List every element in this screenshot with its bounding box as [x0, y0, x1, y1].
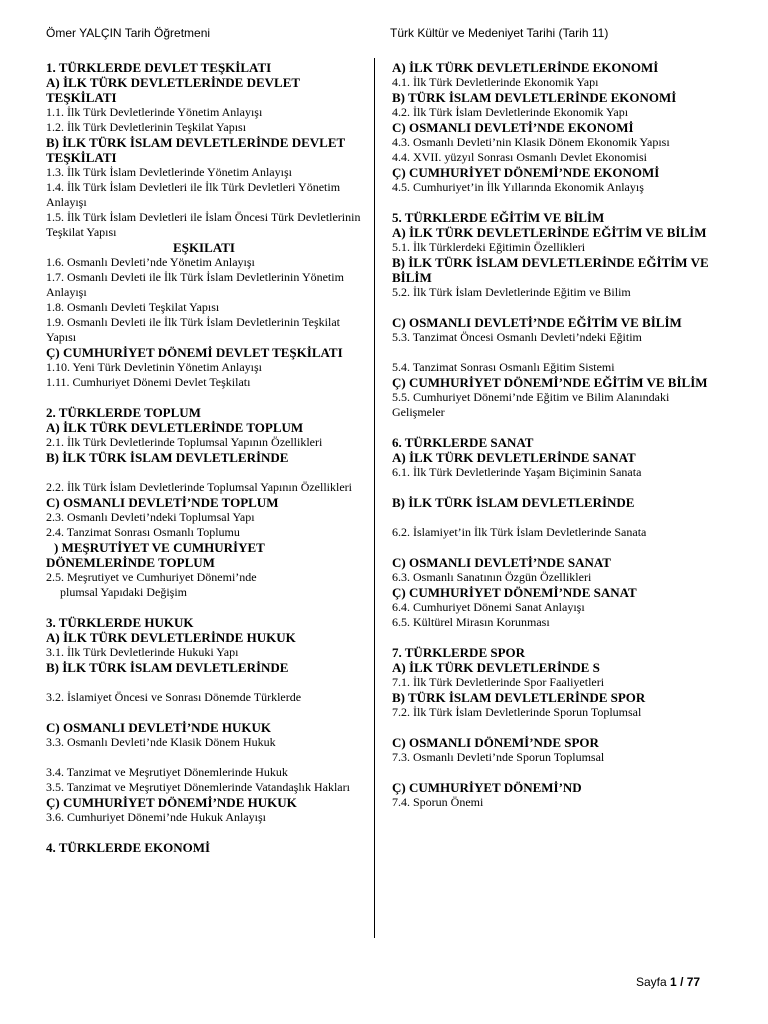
section-heading: Ç) CUMHURİYET DÖNEMİ’NDE HUKUK — [46, 795, 297, 810]
outline-item: 4.5. Cumhuriyet’in İlk Yıllarında Ekonomik Anlayış — [392, 180, 644, 194]
section-heading: 5. TÜRKLERDE EĞİTİM VE BİLİM — [392, 210, 605, 225]
page-total: 77 — [686, 975, 701, 989]
outline-item: 1.8. Osmanlı Devleti Teşkilat Yapısı — [46, 300, 220, 314]
section-heading: A) İLK TÜRK DEVLETLERİNDE SANAT — [392, 450, 636, 465]
section-heading: A) İLK TÜRK DEVLETLERİNDE S — [392, 660, 600, 675]
page-current: 1 — [670, 975, 677, 989]
spacer — [46, 675, 362, 690]
column-divider — [374, 58, 375, 938]
outline-item: 2.5. Meşrutiyet ve Cumhuriyet Dönemi’nde — [46, 570, 257, 584]
spacer — [392, 630, 722, 645]
outline-item: 4.4. XVII. yüzyıl Sonrası Osmanlı Devlet Ekonomisi — [392, 150, 647, 164]
right-column-outline — [392, 60, 722, 810]
spacer — [392, 420, 722, 435]
outline-item: 7.2. İlk Türk İslam Devletlerinde Sporun Toplumsal — [392, 705, 642, 719]
section-heading: ) MEŞRUTİYET VE CUMHURİYET — [54, 540, 265, 555]
outline-item: 3.4. Tanzimat ve Meşrutiyet Dönemlerinde Hukuk — [46, 765, 288, 779]
spacer — [46, 750, 362, 765]
outline-item: 1.1. İlk Türk Devletlerinde Yönetim Anlayışı — [46, 105, 263, 119]
outline-item: 1.6. Osmanlı Devleti’nde Yönetim Anlayışı — [46, 255, 255, 269]
outline-item: 7.4. Sporun Önemi — [392, 795, 484, 809]
section-heading: EŞKILATI — [173, 240, 235, 255]
outline-item: 6.3. Osmanlı Sanatının Özgün Özellikleri — [392, 570, 592, 584]
outline-item: 4.2. İlk Türk İslam Devletlerinde Ekonomik Yapı — [392, 105, 629, 119]
section-heading: 6. TÜRKLERDE SANAT — [392, 435, 534, 450]
outline-item: 1.4. İlk Türk İslam Devletleri ile İlk Türk Devletleri Yönetim Anlayışı — [46, 180, 341, 209]
outline-item: 6.2. İslamiyet’in İlk Türk İslam Devletlerinde Sanata — [392, 525, 647, 539]
section-heading: B) İLK TÜRK İSLAM DEVLETLERİNDE — [392, 495, 635, 510]
left-column-outline — [46, 60, 362, 855]
spacer — [392, 480, 722, 495]
outline-item: 4.3. Osmanlı Devleti’nin Klasik Dönem Ekonomik Yapısı — [392, 135, 670, 149]
outline-item: 2.1. İlk Türk Devletlerinde Toplumsal Yapının Özellikleri — [46, 435, 323, 449]
section-heading: C) OSMANLI DÖNEMİ’NDE SPOR — [392, 735, 599, 750]
outline-item: 1.10. Yeni Türk Devletinin Yönetim Anlayışı — [46, 360, 262, 374]
outline-item: 1.5. İlk Türk İslam Devletleri ile İslam Öncesi Türk Devletlerinin Teşkilat Yapısı — [46, 210, 361, 239]
section-heading: 7. TÜRKLERDE SPOR — [392, 645, 526, 660]
section-heading: B) İLK TÜRK İSLAM DEVLETLERİNDE — [46, 660, 289, 675]
spacer — [46, 465, 362, 480]
section-heading: Ç) CUMHURİYET DÖNEMİ DEVLET TEŞKİLATI — [46, 345, 343, 360]
section-heading: A) İLK TÜRK DEVLETLERİNDE TOPLUM — [46, 420, 304, 435]
section-heading: A) İLK TÜRK DEVLETLERİNDE DEVLET TEŞKİLATI — [46, 75, 300, 105]
outline-item: 1.3. İlk Türk İslam Devletlerinde Yönetim Anlayışı — [46, 165, 292, 179]
section-heading: 3. TÜRKLERDE HUKUK — [46, 615, 194, 630]
section-heading: B) İLK TÜRK İSLAM DEVLETLERİNDE EĞİTİM VE BİLİM — [392, 255, 709, 285]
outline-item: 6.5. Kültürel Mirasın Korunması — [392, 615, 550, 629]
spacer — [46, 390, 362, 405]
section-heading: Ç) CUMHURİYET DÖNEMİ’ND — [392, 780, 582, 795]
page-separator: / — [680, 975, 684, 989]
spacer — [392, 540, 722, 555]
header-author: Ömer YALÇIN Tarih Öğretmeni — [46, 26, 211, 40]
section-heading: C) OSMANLI DEVLETİ’NDE SANAT — [392, 555, 611, 570]
outline-item: 5.4. Tanzimat Sonrası Osmanlı Eğitim Sistemi — [392, 360, 615, 374]
outline-item: 6.4. Cumhuriyet Dönemi Sanat Anlayışı — [392, 600, 585, 614]
outline-item: 5.5. Cumhuriyet Dönemi’nde Eğitim ve Bilim Alanındaki Gelişmeler — [392, 390, 670, 419]
section-heading: C) OSMANLI DEVLETİ’NDE HUKUK — [46, 720, 271, 735]
section-heading: B) TÜRK İSLAM DEVLETLERİNDE SPOR — [392, 690, 646, 705]
section-heading: B) İLK TÜRK İSLAM DEVLETLERİNDE — [46, 450, 289, 465]
section-heading: B) İLK TÜRK İSLAM DEVLETLERİNDE DEVLET TEŞKİLATI — [46, 135, 345, 165]
page-label: Sayfa — [636, 975, 667, 989]
section-heading: Ç) CUMHURİYET DÖNEMİ’NDE SANAT — [392, 585, 637, 600]
outline-item: 4.1. İlk Türk Devletlerinde Ekonomik Yapı — [392, 75, 599, 89]
spacer — [392, 765, 722, 780]
spacer — [46, 600, 362, 615]
spacer — [392, 720, 722, 735]
header-course-title: Türk Kültür ve Medeniyet Tarihi (Tarih 11) — [390, 26, 609, 40]
section-heading: C) OSMANLI DEVLETİ’NDE TOPLUM — [46, 495, 279, 510]
outline-item: 3.6. Cumhuriyet Dönemi’nde Hukuk Anlayışı — [46, 810, 266, 824]
section-heading: B) TÜRK İSLAM DEVLETLERİNDE EKONOMİ — [392, 90, 677, 105]
outline-item: 5.1. İlk Türklerdeki Eğitimin Özellikleri — [392, 240, 586, 254]
outline-item: 2.4. Tanzimat Sonrası Osmanlı Toplumu — [46, 525, 240, 539]
section-heading: A) İLK TÜRK DEVLETLERİNDE HUKUK — [46, 630, 296, 645]
outline-item: 2.2. İlk Türk İslam Devletlerinde Toplumsal Yapının Özellikleri — [46, 480, 352, 494]
outline-item: 5.3. Tanzimat Öncesi Osmanlı Devleti’ndeki Eğitim — [392, 330, 642, 344]
section-heading: A) İLK TÜRK DEVLETLERİNDE EKONOMİ — [392, 60, 659, 75]
outline-item: 5.2. İlk Türk İslam Devletlerinde Eğitim ve Bilim — [392, 285, 631, 299]
section-heading: A) İLK TÜRK DEVLETLERİNDE EĞİTİM VE BİLİM — [392, 225, 707, 240]
spacer — [392, 510, 722, 525]
section-heading: 1. TÜRKLERDE DEVLET TEŞKİLATI — [46, 60, 272, 75]
outline-item: 1.9. Osmanlı Devleti ile İlk Türk İslam Devletlerinin Teşkilat Yapısı — [46, 315, 340, 344]
spacer — [46, 825, 362, 840]
outline-item: 3.1. İlk Türk Devletlerinde Hukuki Yapı — [46, 645, 239, 659]
outline-item: 1.2. İlk Türk Devletlerinin Teşkilat Yapısı — [46, 120, 247, 134]
spacer — [392, 300, 722, 315]
outline-item: 7.3. Osmanlı Devleti’nde Sporun Toplumsal — [392, 750, 605, 764]
outline-item: 3.3. Osmanlı Devleti’nde Klasik Dönem Hukuk — [46, 735, 276, 749]
section-heading: 4. TÜRKLERDE EKONOMİ — [46, 840, 211, 855]
outline-item: 1.7. Osmanlı Devleti ile İlk Türk İslam Devletlerinin Yönetim Anlayışı — [46, 270, 344, 299]
section-heading: DÖNEMLERİNDE TOPLUM — [46, 555, 215, 570]
outline-item: 7.1. İlk Türk Devletlerinde Spor Faaliyetleri — [392, 675, 605, 689]
section-heading: C) OSMANLI DEVLETİ’NDE EĞİTİM VE BİLİM — [392, 315, 682, 330]
outline-item: 3.2. İslamiyet Öncesi ve Sonrası Dönemde Türklerde — [46, 690, 302, 704]
spacer — [392, 345, 722, 360]
section-heading: Ç) CUMHURİYET DÖNEMİ’NDE EĞİTİM VE BİLİM — [392, 375, 708, 390]
outline-item: 1.11. Cumhuriyet Dönemi Devlet Teşkilatı — [46, 375, 251, 389]
spacer — [392, 195, 722, 210]
outline-item: 2.3. Osmanlı Devleti’ndeki Toplumsal Yapı — [46, 510, 255, 524]
section-heading: Ç) CUMHURİYET DÖNEMİ’NDE EKONOMİ — [392, 165, 660, 180]
outline-item: 3.5. Tanzimat ve Meşrutiyet Dönemlerinde Vatandaşlık Hakları — [46, 780, 350, 794]
section-heading: 2. TÜRKLERDE TOPLUM — [46, 405, 201, 420]
spacer — [46, 705, 362, 720]
outline-item: 6.1. İlk Türk Devletlerinde Yaşam Biçiminin Sanata — [392, 465, 642, 479]
page-number — [636, 975, 700, 989]
outline-item: plumsal Yapıdaki Değişim — [60, 585, 188, 599]
section-heading: C) OSMANLI DEVLETİ’NDE EKONOMİ — [392, 120, 634, 135]
